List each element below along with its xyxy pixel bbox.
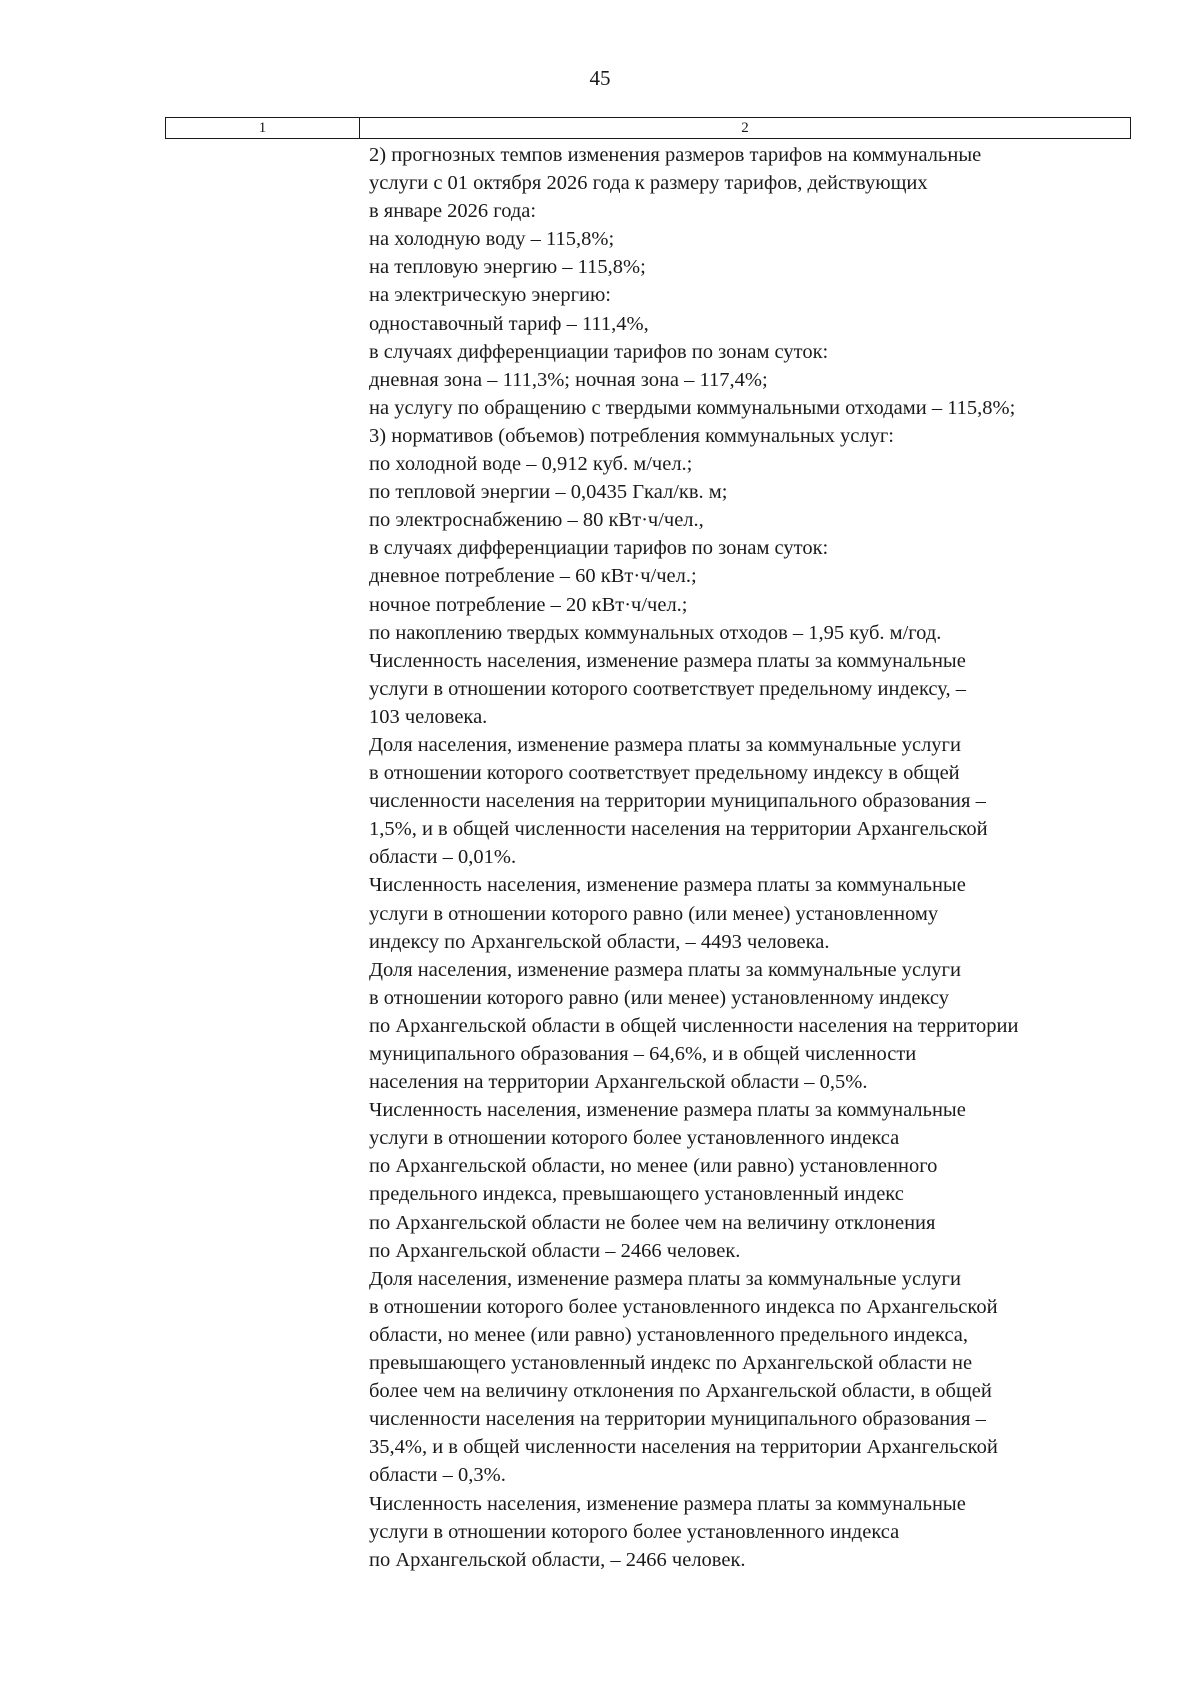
table-header-col-2: 2: [741, 120, 749, 136]
text-line: 3) нормативов (объемов) потребления коммунальных услуг:: [369, 424, 894, 447]
text-line: на услугу по обращению с твердыми коммунальными отходами – 115,8%;: [369, 396, 1016, 419]
text-line: 2) прогнозных темпов изменения размеров тарифов на коммунальные: [369, 144, 982, 166]
text-line: одноставочный тариф – 111,4%,: [369, 312, 649, 335]
text-line: численности населения на территории муниципального образования –: [369, 1408, 986, 1431]
text-line: области – 0,01%.: [369, 846, 517, 869]
text-line: на тепловую энергию – 115,8%;: [369, 256, 646, 279]
text-line: по холодной воде – 0,912 куб. м/чел.;: [369, 453, 693, 476]
text-line: превышающего установленный индекс по Архангельской области не: [369, 1352, 973, 1375]
table-header-col-1: 1: [166, 118, 360, 138]
text-line: ночное потребление – 20 кВт·ч/чел.;: [369, 593, 688, 616]
text-line: численности населения на территории муниципального образования –: [369, 790, 986, 813]
text-line: по Архангельской области – 2466 человек.: [369, 1239, 741, 1262]
text-line: услуги с 01 октября 2026 года к размеру тарифов, действующих: [369, 172, 928, 195]
text-line: 1,5%, и в общей численности населения на территории Архангельской: [369, 818, 988, 841]
text-line: в случаях дифференциации тарифов по зонам суток:: [369, 340, 829, 363]
text-line: в январе 2026 года:: [369, 200, 537, 223]
text-line: на электрическую энергию:: [369, 284, 611, 307]
text-line: услуги в отношении которого более установленного индекса: [369, 1520, 900, 1543]
page-number: 45: [589, 66, 611, 90]
document-body: [369, 141, 1159, 1574]
text-line: в отношении которого соответствует предельному индексу в общей: [369, 762, 960, 785]
text-line: индексу по Архангельской области, – 4493 человека.: [369, 930, 830, 953]
text-line: Доля населения, изменение размера платы за коммунальные услуги: [369, 1267, 961, 1290]
text-line: услуги в отношении которого соответствует предельному индексу, –: [369, 677, 966, 700]
text-line: дневная зона – 111,3%; ночная зона – 117,4%;: [369, 368, 768, 391]
text-line: в отношении которого равно (или менее) установленному индексу: [369, 986, 949, 1009]
text-line: Численность населения, изменение размера платы за коммунальные: [369, 874, 966, 897]
text-line: предельного индекса, превышающего установленный индекс: [369, 1183, 904, 1206]
text-line: услуги в отношении которого более установленного индекса: [369, 1127, 900, 1150]
text-line: Доля населения, изменение размера платы за коммунальные услуги: [369, 733, 961, 756]
text-line: по тепловой энергии – 0,0435 Гкал/кв. м;: [369, 481, 728, 504]
text-line: Численность населения, изменение размера платы за коммунальные: [369, 1492, 966, 1515]
text-line: по Архангельской области не более чем на величину отклонения: [369, 1211, 936, 1234]
text-line: Доля населения, изменение размера платы за коммунальные услуги: [369, 958, 961, 981]
text-line: 103 человека.: [369, 705, 488, 728]
text-line: по электроснабжению – 80 кВт·ч/чел.,: [369, 509, 704, 532]
text-line: более чем на величину отклонения по Архангельской области, в общей: [369, 1380, 992, 1403]
text-line: в случаях дифференциации тарифов по зонам суток:: [369, 537, 829, 560]
text-line: услуги в отношении которого равно (или менее) установленному: [369, 902, 939, 925]
table-header-row: [165, 117, 1131, 139]
text-line: дневное потребление – 60 кВт·ч/чел.;: [369, 565, 697, 588]
text-line: области – 0,3%.: [369, 1464, 506, 1487]
text-line: по накоплению твердых коммунальных отходов – 1,95 куб. м/год.: [369, 621, 942, 644]
text-line: области, но менее (или равно) установленного предельного индекса,: [369, 1323, 969, 1346]
text-line: по Архангельской области в общей численности населения на территории: [369, 1014, 1019, 1037]
text-line: муниципального образования – 64,6%, и в общей численности: [369, 1043, 917, 1065]
text-line: по Архангельской области, но менее (или равно) установленного: [369, 1155, 938, 1178]
text-line: Численность населения, изменение размера платы за коммунальные: [369, 1099, 966, 1122]
text-line: по Архангельской области, – 2466 человек.: [369, 1548, 746, 1571]
text-line: населения на территории Архангельской области – 0,5%.: [369, 1071, 868, 1094]
text-line: 35,4%, и в общей численности населения на территории Архангельской: [369, 1436, 998, 1459]
text-line: в отношении которого более установленного индекса по Архангельской: [369, 1295, 998, 1318]
text-line: Численность населения, изменение размера платы за коммунальные: [369, 649, 966, 672]
text-line: на холодную воду – 115,8%;: [369, 228, 615, 251]
